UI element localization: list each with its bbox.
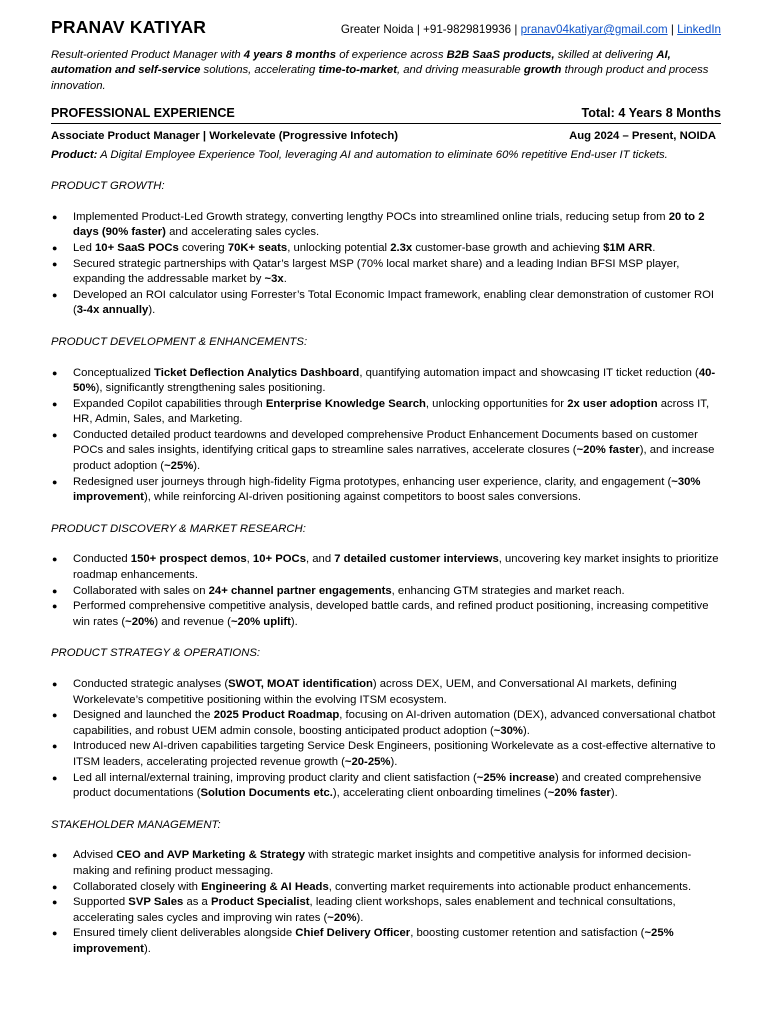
bullet-item — [51, 397, 721, 428]
text-run: , unlocking potential — [287, 241, 391, 254]
text-run: Result-oriented Product Manager with — [51, 48, 244, 61]
emphasis-text: ~25% — [164, 460, 194, 473]
bullet-item — [51, 475, 721, 506]
bullet-item — [51, 552, 721, 583]
text-run: ) and created comprehensive product documentations ( — [73, 771, 702, 800]
text-run: , leading client workshops, sales enablement and technical consultations, accelerating sales cycles and improving win rates ( — [73, 896, 676, 924]
emphasis-text: SVP Sales — [128, 896, 184, 909]
phone: +91-9829819936 — [423, 23, 512, 36]
role-dates: Aug 2024 – Present, NOIDA — [569, 129, 716, 142]
text-run: ), while reinforcing AI-driven positioning against competitors to boost sales conversions. — [143, 491, 581, 504]
role-title: Associate Product Manager | Workelevate (Progressive Infotech) — [51, 129, 398, 142]
category-title: STAKEHOLDER MANAGEMENT: — [51, 818, 221, 831]
text-run: Advised — [73, 849, 117, 862]
text-run: ). — [290, 615, 298, 628]
bullet-list — [51, 552, 721, 630]
section-title: PROFESSIONAL EXPERIENCE — [51, 106, 235, 121]
separator: | — [511, 23, 521, 36]
text-run: Collaborated closely with — [73, 880, 202, 893]
text-run: through product and process innovation. — [51, 64, 709, 92]
emphasis-text: 2x user adoption — [567, 397, 658, 410]
text-run: Developed an ROI calculator using Forrester’s Total Economic Impact framework, enabling clear demonstration of customer ROI ( — [73, 288, 715, 317]
emphasis-text: 24+ channel partner engagements — [208, 584, 392, 597]
total-experience: Total: 4 Years 8 Months — [581, 106, 721, 121]
bullet-item — [51, 880, 721, 896]
emphasis-text: 150+ prospect demos — [130, 553, 247, 566]
emphasis-text: 2.3x — [390, 241, 413, 254]
product-description — [51, 148, 721, 164]
bullet-item — [51, 599, 721, 630]
emphasis-text: SWOT, MOAT identification — [228, 678, 373, 690]
emphasis-text: Product: — [51, 148, 98, 161]
emphasis-text: ~20% — [327, 911, 357, 924]
text-run: ). — [143, 942, 151, 955]
linkedin-link[interactable]: LinkedIn — [677, 23, 721, 36]
emphasis-text: ~20% uplift — [230, 615, 291, 628]
text-run: covering — [178, 241, 228, 254]
resume-header — [51, 17, 721, 38]
text-run: Supported — [73, 896, 129, 909]
emphasis-text: ~30% — [493, 724, 523, 737]
category-title: PRODUCT STRATEGY & OPERATIONS: — [51, 647, 261, 660]
emphasis-text: ~30% improvement — [73, 475, 701, 504]
bullet-item — [51, 708, 721, 739]
contact-line — [341, 22, 721, 38]
emphasis-text: ~20% faster — [576, 444, 640, 457]
bullet-item — [51, 241, 721, 257]
emphasis-text: 3-4x annually — [76, 304, 149, 317]
text-run: Secured strategic partnerships with Qatar’s largest MSP (70% local market share) and a leading Indian BFSI MSP player, expanding the addressable market by — [73, 257, 680, 286]
emphasis-text: ~20% — [125, 615, 155, 628]
bullet-item — [51, 584, 721, 600]
emphasis-text: Engineering & AI Heads — [201, 880, 329, 893]
separator: | — [413, 23, 424, 36]
bullet-list — [51, 677, 721, 802]
text-run: , unlocking opportunities for — [425, 397, 568, 410]
text-run: ). — [193, 460, 201, 473]
emphasis-text: ~20-25% — [344, 755, 391, 768]
emphasis-text: CEO and AVP Marketing & Strategy — [116, 849, 306, 862]
emphasis-text: Chief Delivery Officer — [295, 927, 411, 940]
bullet-list — [51, 848, 721, 957]
experience-section-heading — [51, 106, 721, 124]
text-run: of experience across — [336, 48, 447, 61]
separator: | — [667, 23, 678, 36]
bullet-item — [51, 848, 721, 879]
text-run: ). — [390, 755, 398, 768]
experience-categories — [51, 179, 721, 957]
text-run: Conducted — [73, 553, 131, 566]
text-run: Expanded Copilot capabilities through — [73, 397, 266, 410]
text-run: ), and increase product adoption ( — [73, 444, 715, 473]
text-run: ), significantly strengthening sales positioning. — [95, 382, 326, 395]
text-run: Performed comprehensive competitive analysis, developed battle cards, and refined product positioning, increasing competitive win rates ( — [73, 600, 709, 628]
text-run: Introduced new AI-driven capabilities targeting Service Desk Engineers, positioning Workelevate as a cost-effective alternative to ITSM leaders, accelerating projected revenue growth ( — [73, 740, 716, 768]
text-run: A Digital Employee Experience Tool, leveraging AI and automation to eliminate 60% repetitive End-user IT tickets. — [97, 148, 668, 161]
bullet-list — [51, 210, 721, 319]
text-run: . — [652, 241, 656, 254]
emphasis-text: Product Specialist — [210, 896, 310, 909]
text-run: ). — [610, 787, 618, 800]
text-run: ) across DEX, UEM, and Conversational AI markets, defining Workelevate’s competitive positioning within the evolving ITSM ecosystem. — [73, 678, 677, 706]
text-run: Redesigned user journeys through high-fidelity Figma prototypes, enhancing user experience, clarity, and engagement ( — [73, 475, 672, 488]
bullet-item — [51, 739, 721, 770]
text-run: as a — [183, 896, 211, 909]
bullet-item — [51, 288, 721, 319]
text-run: Conceptualized — [73, 366, 155, 379]
bullet-item — [51, 257, 721, 288]
emphasis-text: ~25% increase — [476, 771, 555, 784]
text-run: ) and revenue ( — [154, 615, 231, 628]
emphasis-text: Solution Documents etc. — [200, 787, 333, 800]
bullet-list — [51, 366, 721, 506]
bullet-item — [51, 771, 721, 802]
text-run: , converting market requirements into actionable product enhancements. — [328, 880, 692, 893]
emphasis-text: 4 years 8 months — [243, 48, 337, 61]
bullet-item — [51, 895, 721, 926]
text-run: Conducted strategic analyses ( — [73, 678, 229, 690]
text-run: solutions, accelerating — [200, 64, 319, 77]
text-run: Led all internal/external training, improving product clarity and client satisfaction ( — [73, 771, 477, 784]
text-run: , enhancing GTM strategies and market reach. — [391, 584, 625, 597]
text-run: , focusing on AI-driven automation (DEX), advanced conversational chatbot capabilities, and robust UEM admin console, boosting anticipated product adoption ( — [73, 709, 716, 737]
text-run: , quantifying automation impact and showcasing IT ticket reduction ( — [359, 366, 699, 379]
emphasis-text: 20 to 2 days (90% faster) — [73, 210, 705, 239]
emphasis-text: Enterprise Knowledge Search — [265, 397, 426, 410]
text-run: , and — [305, 553, 335, 566]
emphasis-text: ~25% improvement — [73, 927, 674, 955]
text-run: , — [246, 553, 253, 566]
text-run: across IT, HR, Admin, Sales, and Marketing. — [73, 397, 710, 426]
category-title: PRODUCT GROWTH: — [51, 180, 165, 193]
text-run: and accelerating sales cycles. — [165, 226, 320, 239]
emphasis-text: ~3x — [264, 273, 284, 286]
bullet-item — [51, 926, 721, 957]
emphasis-text: 2025 Product Roadmap — [213, 709, 340, 722]
bullet-item — [51, 677, 721, 708]
text-run: Collaborated with sales on — [73, 584, 209, 597]
text-run: , and driving measurable — [396, 64, 524, 77]
text-run: Conducted detailed product teardowns and developed comprehensive Product Enhancement Documents based on customer POCs and sales insights, identifying critical gaps to streamline sales narratives, accelerate closures ( — [73, 428, 698, 457]
text-run: Designed and launched the — [73, 709, 214, 722]
text-run: ). — [356, 911, 364, 924]
category-title: PRODUCT DISCOVERY & MARKET RESEARCH: — [51, 522, 306, 535]
emphasis-text: 7 detailed customer interviews — [334, 553, 499, 566]
bullet-item — [51, 210, 721, 241]
emphasis-text: ~20% faster — [547, 787, 611, 800]
professional-summary — [51, 48, 721, 95]
candidate-name: PRANAV KATIYAR — [51, 17, 207, 37]
text-run: Led — [73, 241, 95, 254]
emphasis-text: 70K+ seats — [227, 241, 288, 254]
emphasis-text: time-to-market — [318, 64, 397, 77]
emphasis-text: $1M ARR — [603, 241, 653, 254]
emphasis-text: 10+ POCs — [252, 553, 306, 566]
emphasis-text: B2B SaaS products, — [446, 48, 555, 61]
emphasis-text: 10+ SaaS POCs — [95, 241, 179, 254]
text-run: skilled at delivering — [554, 48, 657, 61]
category-title: PRODUCT DEVELOPMENT & ENHANCEMENTS: — [51, 335, 308, 348]
emphasis-text: growth — [523, 64, 562, 77]
text-run: ). — [522, 724, 530, 737]
text-run: ), accelerating client onboarding timelines ( — [332, 787, 548, 800]
location: Greater Noida — [340, 23, 414, 36]
text-run: . — [283, 273, 287, 286]
emphasis-text: Ticket Deflection Analytics Dashboard — [154, 366, 360, 379]
email-link[interactable]: pranav04katiyar@gmail.com — [520, 23, 668, 36]
text-run: , boosting customer retention and satisfaction ( — [410, 927, 645, 940]
text-run: with strategic market insights and competitive analysis for informed decision-making and refining product messaging. — [73, 849, 692, 877]
text-run: Implemented Product-Led Growth strategy, converting lengthy POCs into streamlined online trials, reducing setup from — [73, 210, 669, 223]
text-run: customer-base growth and achieving — [412, 241, 604, 254]
role-line — [51, 129, 721, 145]
bullet-item — [51, 366, 721, 397]
bullet-item — [51, 428, 721, 475]
text-run: ). — [148, 304, 156, 317]
text-run: , uncovering key market insights to prioritize roadmap enhancements. — [73, 553, 719, 582]
emphasis-text: AI, automation and self-service — [51, 48, 671, 77]
emphasis-text: 40-50% — [73, 366, 716, 395]
text-run: Ensured timely client deliverables alongside — [73, 927, 296, 940]
